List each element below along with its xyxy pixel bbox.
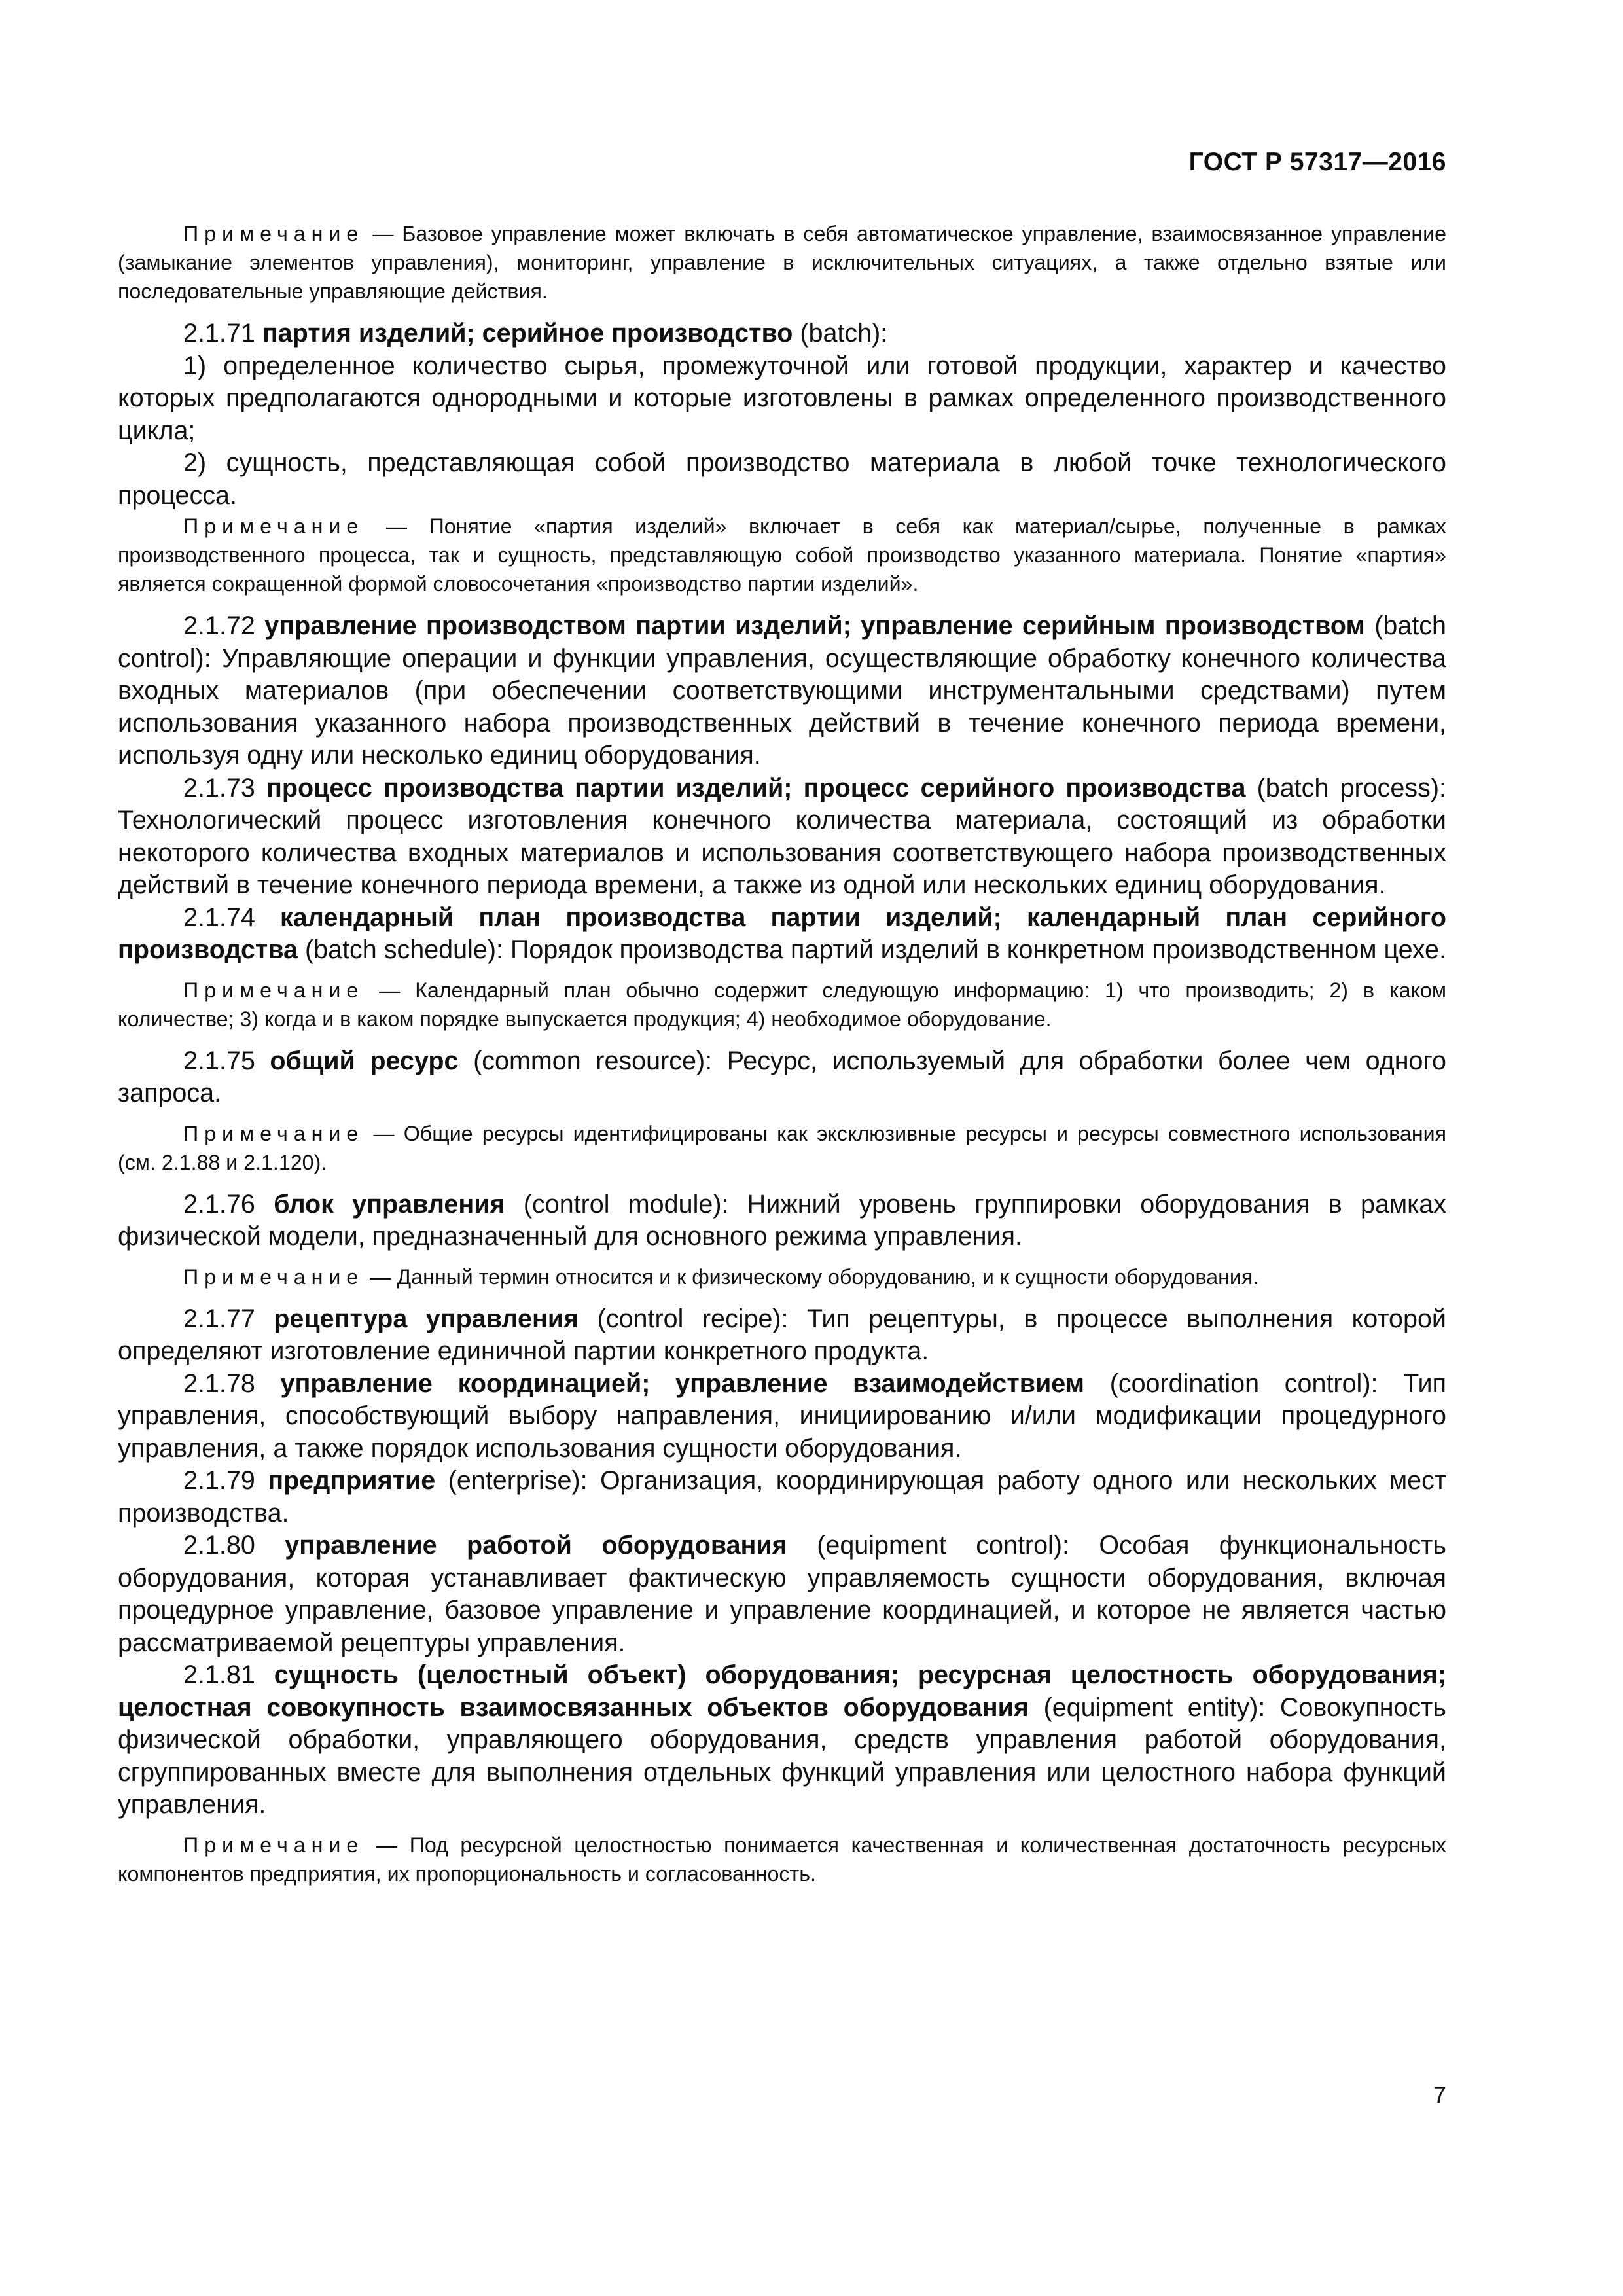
note-dash: —: [364, 1833, 410, 1857]
term-title: общий ресурс: [270, 1046, 459, 1075]
note-text: Понятие «партия изделий» включает в себя как материал/сырье, полученные в рамках производственного процесса, так и сущность, представляющую собой производство указанного материала. Понятие «партия» является сокращенной формой словосочетания «производство партии изделий».: [118, 514, 1447, 596]
note-text: Календарный план обычно содержит следующую информацию: 1) что производить; 2) в каком количестве; 3) когда и в каком порядке выпускается продукция; 4) необходимое оборудование.: [118, 978, 1446, 1031]
term-number: 2.1.76: [183, 1189, 255, 1219]
note-dash: —: [364, 1265, 397, 1289]
term-title: процесс производства партии изделий; процесс серийного производства: [266, 773, 1246, 802]
term-definition: (control recipe): Тип рецептуры, в процессе выполнения которой определяют изготовление единичной партии конкретного продукта.: [118, 1304, 1446, 1365]
term-english: (batch):: [800, 319, 888, 348]
note-label: Примечание: [183, 1265, 365, 1289]
term-number: 2.1.73: [183, 773, 255, 802]
note-label: Примечание: [183, 222, 365, 245]
term-definition: (batch process): Технологический процесс изготовления конечного количества материала, состоящий из обработки некоторого количества входных материалов и использования соответствующего набора производственных действий в течение конечного периода времени, а также из одной или нескольких единиц оборудования.: [118, 773, 1447, 899]
term-2-1-77: [118, 1303, 1446, 1368]
note-dash: —: [364, 514, 429, 538]
page-content: [118, 219, 1446, 1896]
note-resource-integrity: [118, 1831, 1446, 1888]
term-title: партия изделий; серийное производство: [262, 319, 793, 348]
term-definition: (enterprise): Организация, координирующая работу одного или нескольких мест производства.: [118, 1466, 1446, 1528]
note-label: Примечание: [183, 514, 365, 538]
note-text: Общие ресурсы идентифицированы как эксклюзивные ресурсы и ресурсы совместного использования (см. 2.1.88 и 2.1.120).: [118, 1121, 1446, 1174]
term-2-1-71-item-2: 2) сущность, представляющая собой производство материала в любой точке технологического процесса.: [118, 448, 1446, 510]
term-title: рецептура управления: [274, 1304, 579, 1333]
note-label: Примечание: [183, 978, 365, 1002]
term-2-1-71-item-1: 1) определенное количество сырья, промежуточной или готовой продукции, характер и качество которых предполагаются однородными и которые изготовлены в рамках определенного производственного цикла;: [118, 351, 1446, 445]
term-number: 2.1.80: [183, 1531, 255, 1560]
term-definition: (coordination control): Тип управления, способствующий выбору направления, инициированию и/или модификации процедурного управления, а также порядок использования сущности оборудования.: [118, 1369, 1446, 1463]
note-text: Под ресурсной целостностью понимается качественная и количественная достаточность ресурсных компонентов предприятия, их пропорциональность и согласованность.: [118, 1833, 1447, 1886]
note-label: Примечание: [183, 1833, 365, 1857]
term-number: 2.1.81: [183, 1660, 255, 1689]
term-number: 2.1.77: [183, 1304, 255, 1333]
page-number: 7: [1433, 2081, 1446, 2108]
note-batch-schedule: [118, 976, 1446, 1033]
term-title: управление координацией; управление взаимодействием: [280, 1369, 1084, 1398]
term-2-1-72: [118, 610, 1446, 772]
term-2-1-79: [118, 1465, 1446, 1530]
term-2-1-76: [118, 1189, 1446, 1253]
term-2-1-71: [118, 317, 1446, 350]
term-2-1-74: [118, 902, 1446, 967]
term-number: 2.1.79: [183, 1466, 255, 1495]
term-number: 2.1.75: [183, 1046, 255, 1075]
note-text: Данный термин относится и к физическому оборудованию, и к сущности оборудования.: [397, 1265, 1259, 1289]
note-text: Базовое управление может включать в себя автоматическое управление, взаимосвязанное управление (замыкание элементов управления), мониторинг, управление в исключительных ситуациях, а также отдельно взятые или последовательные управляющие действия.: [118, 222, 1446, 303]
term-title: управление работой оборудования: [285, 1531, 787, 1560]
term-number: 2.1.74: [183, 903, 255, 932]
term-definition: (control module): Нижний уровень группировки оборудования в рамках физической модели, предназначенный для основного режима управления.: [118, 1189, 1446, 1251]
note-dash: —: [364, 978, 416, 1002]
term-definition: (common resource): Ресурс, используемый для обработки более чем одного запроса.: [118, 1046, 1447, 1107]
term-2-1-81: [118, 1659, 1446, 1821]
note-basic-control: [118, 219, 1446, 306]
note-common-resource: [118, 1119, 1446, 1177]
term-2-1-73: [118, 772, 1446, 902]
term-definition: (equipment control): Особая функциональность оборудования, которая устанавливает фактическую управляемость сущности оборудования, включая процедурное управление, базовое управление и управление координацией, и которое не является частью рассматриваемой рецептуры управления.: [118, 1531, 1446, 1657]
term-definition: (batch control): Управляющие операции и функции управления, осуществляющие обработку конечного количества входных материалов (при обеспечении соответствующими инструментальными средствами) путем использования указанного набора производственных действий в течение конечного периода времени, используя одну или несколько единиц оборудования.: [118, 611, 1446, 770]
term-title: управление производством партии изделий; управление серийным производством: [264, 611, 1365, 640]
note-dash: —: [364, 1121, 404, 1145]
note-batch: [118, 512, 1446, 598]
term-2-1-80: [118, 1530, 1446, 1659]
term-2-1-75: [118, 1045, 1446, 1110]
term-title: сущность (целостный объект) оборудования; ресурсная целостность оборудования; целостная совокупность взаимосвязанных объектов оборудования: [118, 1660, 1446, 1722]
term-number: 2.1.78: [183, 1369, 255, 1398]
term-2-1-78: [118, 1368, 1446, 1465]
term-title: календарный план производства партии изделий; календарный план серийного производства: [118, 903, 1446, 964]
term-number: 2.1.71: [183, 319, 255, 348]
note-control-module: [118, 1263, 1446, 1291]
term-number: 2.1.72: [183, 611, 255, 640]
term-definition: (equipment entity): Совокупность физической обработки, управляющего оборудования, средств управления работой оборудования, сгруппированных вместе для выполнения отдельных функций управления или целостного набора функций управления.: [118, 1693, 1446, 1819]
standard-header: ГОСТ Р 57317—2016: [1188, 148, 1446, 176]
note-dash: —: [364, 222, 402, 245]
term-title: блок управления: [274, 1189, 505, 1219]
term-title: предприятие: [268, 1466, 436, 1495]
note-label: Примечание: [183, 1121, 365, 1145]
term-definition: (batch schedule): Порядок производства партий изделий в конкретном производственном цехе.: [304, 935, 1447, 964]
